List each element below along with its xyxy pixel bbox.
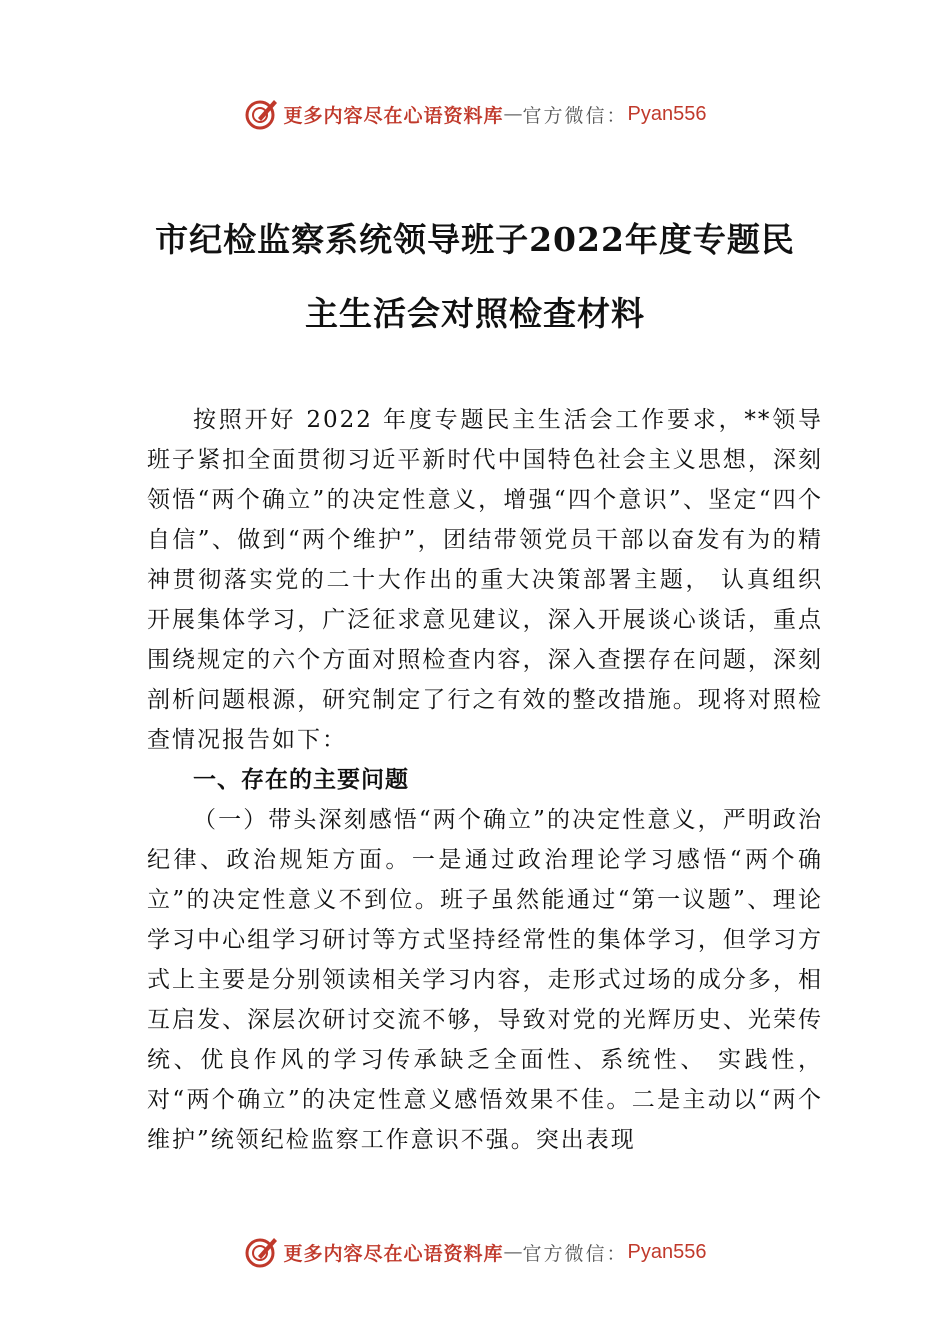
banner-text: 更多内容尽在心语资料库 <box>283 1242 504 1265</box>
banner-text: 更多内容尽在心语资料库 <box>283 104 504 127</box>
document-body <box>147 400 823 1160</box>
banner-wechat-id: Pyan556 <box>627 1240 707 1263</box>
document-title-line2: 主生活会对照检查材料 <box>305 294 645 333</box>
intro-paragraph: 按照开好 2022 年度专题民主生活会工作要求，**领导班子紧扣全面贯彻习近平新时代中国特色社会主义思想，深刻领悟“两个确立”的决定性意义，增强“四个意识”、坚定“四个自信”、做到“两个维护”，团结带领党员干部以奋发有为的精神贯彻落实党的二十大作出的重大决策部署主题， 认真组织开展集体学习，广泛征求意见建议，深入开展谈心谈话，重点围绕规定的六个方面对照检查内容，深入查摆存在问题，深刻剖析问题根源，研究制定了行之有效的整改措施。现将对照检查情况报告如下： <box>147 407 823 753</box>
brush-logo-icon <box>244 96 280 132</box>
banner-label: 官方微信： <box>522 104 628 127</box>
brush-logo-icon <box>244 1234 280 1270</box>
banner-wechat-id: Pyan556 <box>627 102 707 125</box>
document-title-line1: 市纪检监察系统领导班子2022年度专题民 <box>155 220 795 259</box>
banner-separator: — <box>503 103 523 125</box>
header-banner <box>0 94 950 134</box>
footer-banner <box>0 1232 950 1272</box>
banner-label: 官方微信： <box>522 1242 628 1265</box>
section-heading: 一、存在的主要问题 <box>193 767 409 793</box>
banner-separator: — <box>503 1241 523 1263</box>
section-paragraph: （一）带头深刻感悟“两个确立”的决定性意义，严明政治纪律、政治规矩方面。一是通过政治理论学习感悟“两个确立”的决定性意义不到位。班子虽然能通过“第一议题”、理论学习中心组学习研讨等方式坚持经常性的集体学习，但学习方式上主要是分别领读相关学习内容，走形式过场的成分多，相互启发、深层次研讨交流不够，导致对党的光辉历史、光荣传统、优良作风的学习传承缺乏全面性、系统性、 实践性，对“两个确立”的决定性意义感悟效果不佳。二是主动以“两个维护”统领纪检监察工作意识不强。突出表现 <box>147 807 823 1153</box>
